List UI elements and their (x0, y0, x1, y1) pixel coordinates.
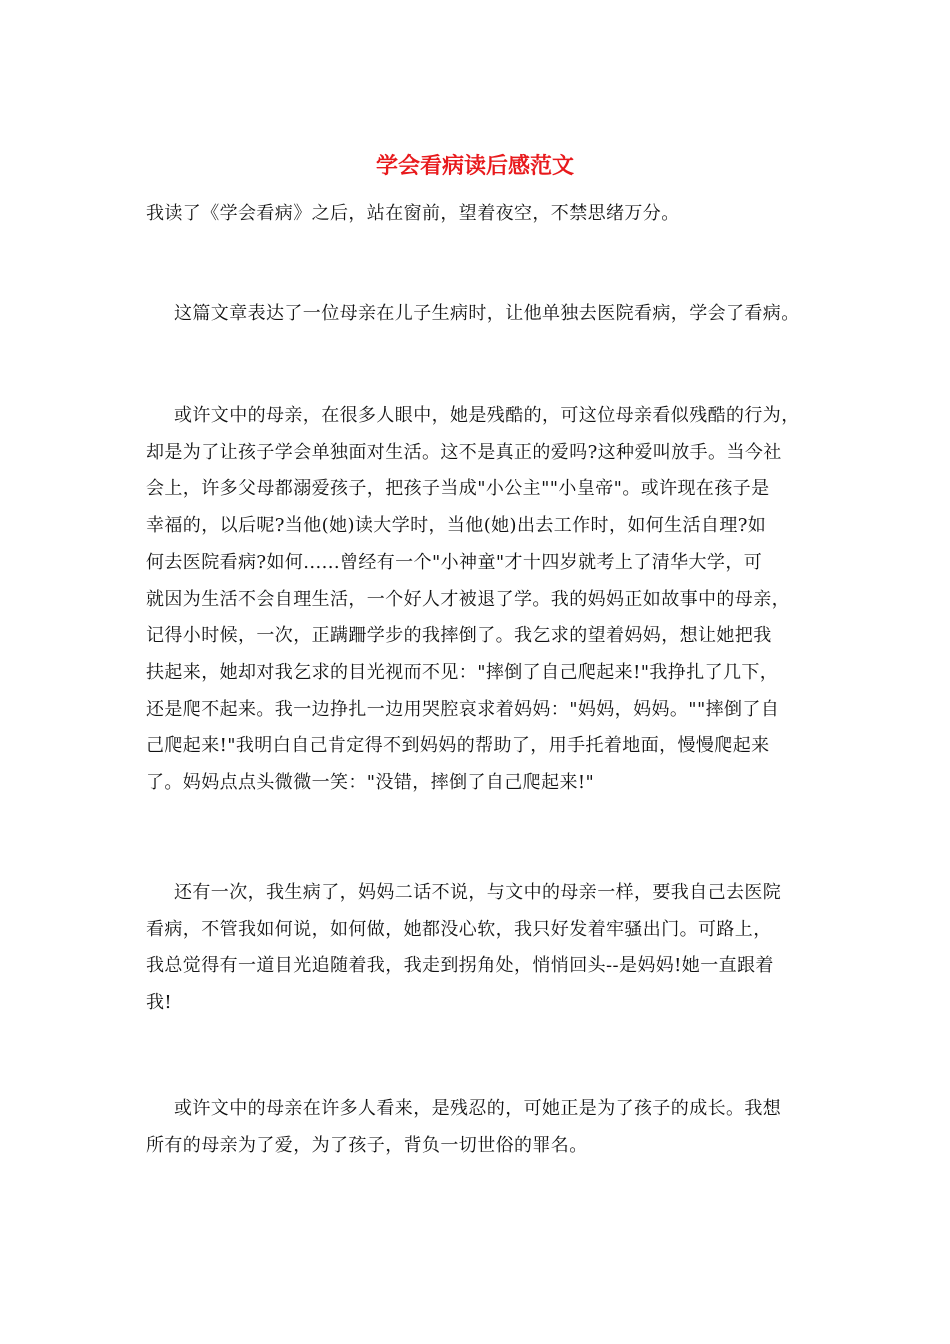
text-line: 幸福的，以后呢?当他(她)读大学时，当他(她)出去工作时，如何生活自理?如 (146, 515, 767, 537)
text-line: 我读了《学会看病》之后，站在窗前，望着夜空，不禁思绪万分。 (146, 203, 680, 224)
paragraph-memory (146, 875, 814, 1022)
text-line: 记得小时候，一次，正蹒跚学步的我摔倒了。我乞求的望着妈妈，想让她把我 (146, 625, 772, 647)
text-line: 这篇文章表达了一位母亲在儿子生病时，让他单独去医院看病，学会了看病。 (174, 303, 800, 324)
text-line: 我总觉得有一道目光追随着我，我走到拐角处，悄悄回头--是妈妈!她一直跟着 (146, 955, 774, 977)
text-line: 或许文中的母亲，在很多人眼中，她是残酷的，可这位母亲看似残酷的行为， (174, 405, 800, 426)
text-line: 何去医院看病?如何......曾经有一个"小神童"才十四岁就考上了清华大学，可 (146, 551, 763, 573)
text-line: 看病，不管我如何说，如何做，她都没心软，我只好发着牢骚出门。可路上， (146, 918, 772, 940)
paragraph-conclusion (146, 1091, 814, 1164)
text-line: 所有的母亲为了爱，为了孩子，背负一切世俗的罪名。 (146, 1134, 588, 1156)
paragraph-summary (146, 296, 814, 333)
text-line: 扶起来，她却对我乞求的目光视而不见："摔倒了自己爬起来!"我挣扎了几下， (146, 661, 779, 683)
paragraph-reflection (146, 398, 814, 802)
text-line: 会上，许多父母都溺爱孩子，把孩子当成"小公主""小皇帝"。或许现在孩子是 (146, 478, 770, 500)
text-line: 或许文中的母亲在许多人看来，是残忍的，可她正是为了孩子的成长。我想 (174, 1098, 782, 1119)
text-line: 己爬起来!"我明白自己肯定得不到妈妈的帮助了，用手托着地面，慢慢爬起来 (146, 735, 770, 757)
text-line: 我! (146, 992, 173, 1014)
paragraph-intro (146, 196, 814, 233)
text-line: 却是为了让孩子学会单独面对生活。这不是真正的爱吗?这种爱叫放手。当今社 (146, 441, 782, 463)
text-line: 了。妈妈点点头微微一笑："没错，摔倒了自己爬起来!" (146, 772, 595, 794)
text-line: 还是爬不起来。我一边挣扎一边用哭腔哀求着妈妈："妈妈，妈妈。""摔倒了自 (146, 698, 780, 720)
document-title: 学会看病读后感范文 (375, 154, 574, 179)
text-line: 就因为生活不会自理生活，一个好人才被退了学。我的妈妈正如故事中的母亲， (146, 588, 790, 610)
text-line: 还有一次，我生病了，妈妈二话不说，与文中的母亲一样，要我自己去医院 (174, 882, 782, 903)
